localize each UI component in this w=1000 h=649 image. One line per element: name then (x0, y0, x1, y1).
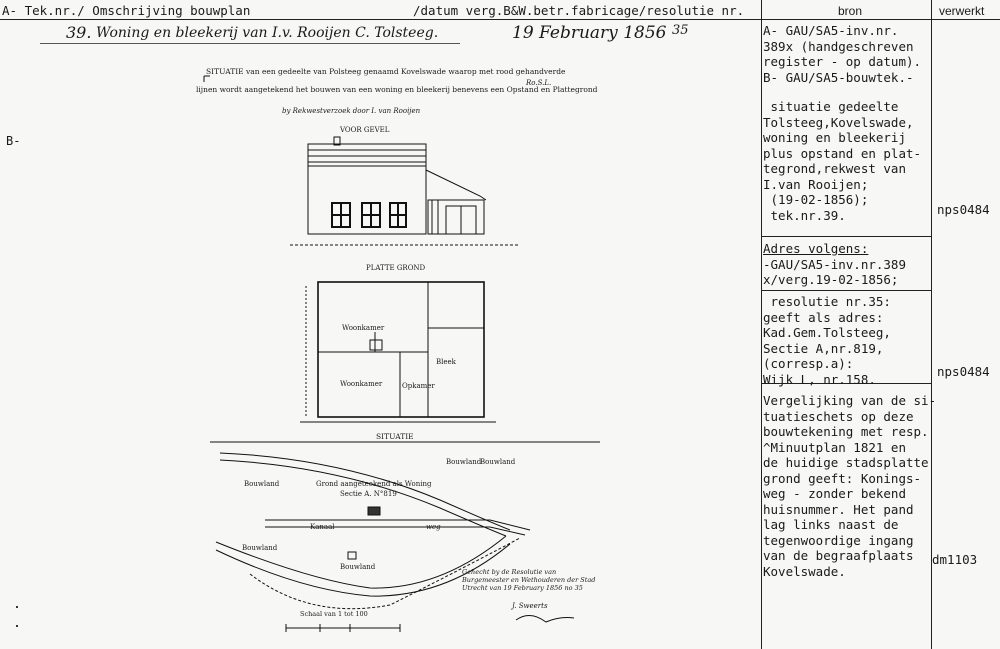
verwerkt-code-1: nps0484 (937, 202, 990, 217)
label-bouwland-5: Bouwland (340, 563, 376, 571)
signature: J. Sweerts (512, 602, 548, 610)
margin-dot (16, 606, 18, 608)
header-bron: bron (838, 4, 863, 18)
entry-date: 19 February 1856 (512, 23, 667, 43)
bron-line: Kovelswade. (763, 563, 846, 579)
bron-line: Wijk L, nr.158. (763, 371, 876, 387)
bron-line: (corresp.a): (763, 356, 854, 371)
label-schaal: Schaal van 1 tot 100 (300, 610, 368, 618)
margin-label-b: B- (6, 134, 21, 148)
header-omschrijving: A- Tek.nr./ Omschrijving bouwplan (2, 3, 251, 18)
bron-block-1 (763, 23, 921, 85)
bron-line: I.van Rooijen; (763, 176, 869, 192)
label-voor-gevel: VOOR GEVEL (340, 126, 390, 134)
label-bouwland-2: Bouwland (480, 458, 516, 466)
margin-dot (16, 625, 18, 627)
header-verwerkt: verwerkt (939, 4, 985, 18)
bron-line: Tolsteeg,Kovelswade, (763, 114, 914, 130)
label-grond: Grond aangeteekend als Woning (316, 480, 432, 488)
bron-line: plus opstand en plat- (763, 145, 922, 161)
label-situatie: SITUATIE (376, 432, 414, 441)
bron-line: tegrond,rekwest van (763, 161, 906, 176)
bron-line: woning en bleekerij (763, 130, 906, 145)
drawing-title-line1: SITUATIE van een gedeelte van Polsteeg genaamd Kovelswade waarop met rood gehandverde (206, 67, 566, 76)
bron-block-2 (763, 99, 921, 223)
entry-resolution: 35 (672, 23, 689, 38)
label-platte-grond: PLATTE GROND (366, 264, 426, 272)
bron-line: situatie gedeelte (763, 99, 899, 114)
bron-line: de huidige stadsplatte (763, 455, 929, 470)
bron-rule-1 (762, 236, 931, 237)
column-divider-bron (761, 0, 762, 649)
bron-line: geeft als adres: (763, 309, 884, 325)
bron-rule-2 (762, 290, 931, 291)
bron-line: x/verg.19-02-1856; (763, 272, 899, 287)
drawing-title-line3: by Rekwestverzoek door I. van Rooijen (282, 107, 421, 115)
bron-line: weg - zonder bekend (763, 486, 906, 501)
header-rule (0, 19, 1000, 20)
entry-underline (40, 43, 460, 44)
bron-line: Sectie A,nr.819, (763, 340, 884, 356)
bron-line: register - op datum). (763, 54, 922, 69)
bron-line: tegenwoordige ingang (763, 532, 914, 548)
drawing-title-line2: lijnen wordt aangetekend het bouwen van een woning en bleekerij benevens een Opstand en Plattegrond (196, 85, 598, 94)
bron-line: van de begraafplaats (763, 548, 914, 563)
label-bouwland-4: Bouwland (242, 544, 278, 552)
bron-line: resolutie nr.35: (763, 294, 891, 309)
bron-line: 389x (handgeschreven (763, 38, 914, 54)
bron-line: B- GAU/SA5-bouwtek.- (763, 69, 914, 85)
label-bouwland-3: Bouwland (244, 480, 280, 488)
label-room-1: Woonkamer (342, 324, 385, 332)
bron-line: A- GAU/SA5-inv.nr. (763, 23, 899, 38)
bron-line: Vergelijking van de si- (763, 393, 937, 408)
bron-line: tek.nr.39. (763, 207, 846, 223)
bron-line: Kad.Gem.Tolsteeg, (763, 325, 891, 340)
bron-line: (19-02-1856); (763, 192, 869, 207)
label-bouwland-1: Bouwland (446, 458, 482, 466)
bouwtekening (190, 60, 610, 645)
label-room-3: Opkamer (402, 382, 435, 390)
bron-block-5 (763, 393, 936, 579)
bron-block-3 (763, 241, 906, 288)
label-room-2: Woonkamer (340, 380, 383, 388)
bron-line: Adres volgens: (763, 241, 869, 256)
bron-line: ^Minuutplan 1821 en (763, 439, 906, 455)
label-kanaal: Kanaal (310, 523, 335, 531)
bron-line: tuatieschets op deze (763, 408, 914, 424)
label-sectie: Sectie A. N°819 (340, 490, 397, 498)
verwerkt-code-2: nps0484 (937, 364, 990, 379)
label-weg: weg (426, 523, 441, 531)
building-drawing-svg (190, 60, 610, 645)
bron-line: huisnummer. Het pand (763, 501, 914, 517)
bron-line: grond geeft: Konings- (763, 470, 922, 486)
bron-line: lag links naast de (763, 517, 899, 532)
bron-block-4 (763, 294, 891, 387)
header-datum: /datum verg.B&W.betr.fabricage/resolutie nr. (413, 3, 745, 18)
approval-text: Gehecht by de Resolutie van Burgemeester en Wethouderen der Stad Utrecht van 19 February 1856 no 35 (462, 568, 596, 592)
entry-number: 39. (66, 23, 92, 42)
label-room-4: Bleek (436, 358, 456, 366)
drawing-page-mark: Ro.S.L. (526, 79, 552, 87)
entry-description: Woning en bleekerij van I.v. Rooijen C. Tolsteeg. (96, 25, 439, 41)
verwerkt-code-3: dm1103 (932, 552, 978, 567)
bron-line: bouwtekening met resp. (763, 424, 929, 439)
bron-line: -GAU/SA5-inv.nr.389 (763, 256, 906, 272)
